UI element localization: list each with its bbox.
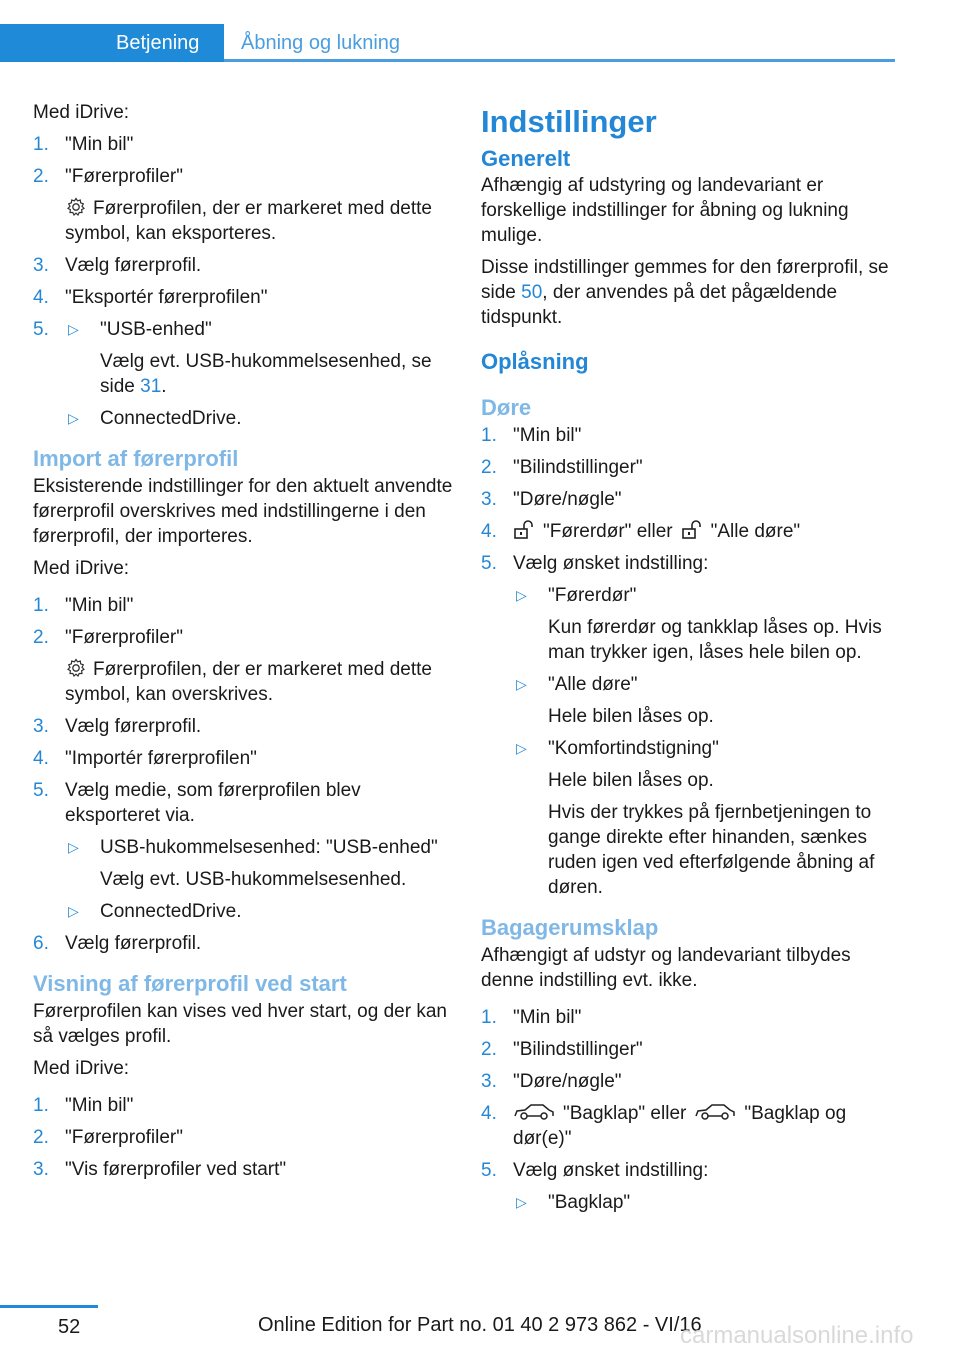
sub-item: ▷ "Komfortindstigning" Hele bilen låses op. Hvis der trykkes på fjernbetjeningen to gange direkte efter hinanden, sænkes ruden igen ved efterfølgende åbning af døren.: [513, 736, 896, 900]
sub-item-note: Hele bilen låses op.: [548, 770, 714, 791]
triangle-right-icon: ▷: [516, 1194, 527, 1210]
doors-steps-list: [481, 423, 896, 900]
list-item-note: Førerprofilen, der er markeret med dette symbol, kan overskrives.: [65, 659, 432, 705]
car-tailgate-icon: [694, 1103, 736, 1121]
tailgate-steps-list: [481, 1005, 896, 1215]
section-tab: Betjening: [0, 24, 224, 62]
page-header: [0, 24, 960, 62]
page-title: Indstillinger: [481, 104, 657, 139]
list-item: 4. "Importér førerprofilen": [33, 748, 257, 769]
triangle-right-icon: ▷: [516, 740, 527, 756]
chapter-tab: Åbning og lukning: [241, 32, 401, 54]
list-item: 4. "Bagklap" eller "Bagklap og dør(e)": [481, 1103, 847, 1149]
list-item: 1. "Min bil": [481, 425, 582, 446]
list-item: 1. "Min bil": [481, 1007, 582, 1028]
list-item: 5. Vælg medie, som førerprofilen blev eksporteret via. ▷ USB-hukommelsesenhed: "USB-enhed" Vælg evt. USB-hukommelsesenhed. ▷ ConnectedDrive.: [33, 778, 457, 924]
list-item: 1. "Min bil": [33, 595, 134, 616]
sub-item: ▷ USB-hukommelsesenhed: "USB-enhed" Vælg evt. USB-hukommelsesenhed.: [65, 835, 457, 892]
sub-item: ▷ "Førerdør" Kun førerdør og tankklap låses op. Hvis man trykker igen, låses hele bilen op.: [513, 583, 896, 665]
edition-text: Online Edition for Part no. 01 40 2 973 862 - VI/16: [258, 1314, 702, 1336]
list-item: 3. "Døre/nøgle": [481, 1071, 622, 1092]
display-steps-list: [33, 1093, 457, 1182]
sub-item: ▷ ConnectedDrive.: [68, 408, 242, 429]
sub-item-note: Vælg evt. USB-hukommelsesenhed, se side 31.: [100, 351, 432, 397]
left-column: [33, 100, 457, 1189]
list-item: 6. Vælg førerprofil.: [33, 933, 202, 954]
triangle-right-icon: ▷: [68, 321, 79, 337]
tailgate-heading: Bagagerumsklap: [481, 915, 659, 940]
list-item: 4. "Førerdør" eller "Alle døre": [481, 521, 801, 542]
page-link[interactable]: 50: [521, 282, 543, 303]
triangle-right-icon: ▷: [68, 903, 79, 919]
triangle-right-icon: ▷: [516, 587, 527, 603]
triangle-right-icon: ▷: [68, 839, 79, 855]
page-number: 52: [58, 1316, 81, 1338]
list-item: 3. Vælg førerprofil.: [33, 716, 202, 737]
general-text: Afhængig af udstyring og landevariant er forskellige indstillinger for åbning og lukning mulige.: [481, 175, 849, 246]
settings-gear-icon: [65, 196, 87, 218]
sub-item-note: Vælg evt. USB-hukommelsesenhed.: [100, 869, 407, 890]
import-steps-list: [33, 593, 457, 956]
general-heading: Generelt: [481, 146, 571, 171]
list-item: 4. "Eksportér førerprofilen": [33, 287, 268, 308]
sub-item-note: Kun førerdør og tankklap låses op. Hvis man trykker igen, låses hele bilen op.: [548, 617, 882, 663]
footer-rule: [0, 1305, 98, 1308]
tailgate-text: Afhængigt af udstyr og landevariant tilbydes denne indstilling evt. ikke.: [481, 945, 851, 991]
display-heading: Visning af førerprofil ved start: [33, 971, 347, 996]
general-text-2: Disse indstillinger gemmes for den førerprofil, se side 50, der anvendes på det pågældende tidspunkt.: [481, 257, 889, 328]
sub-item-note: Hele bilen låses op.: [548, 706, 714, 727]
intro-text: Med iDrive:: [33, 102, 130, 123]
unlock-icon: [681, 520, 703, 540]
unlocking-heading: Oplåsning: [481, 349, 589, 374]
triangle-right-icon: ▷: [516, 676, 527, 692]
list-item: 5. ▷ "USB-enhed" Vælg evt. USB-hukommelsesenhed, se side 31. ▷ ConnectedDrive.: [33, 317, 457, 431]
sub-item-note: Hvis der trykkes på fjernbetjeningen to gange direkte efter hinanden, sænkes ruden igen ved efterfølgende åbning af døren.: [548, 802, 875, 898]
list-item: 2. "Bilindstillinger": [481, 1039, 643, 1060]
doors-heading: Døre: [481, 395, 532, 420]
list-item-note: Førerprofilen, der er markeret med dette symbol, kan eksporteres.: [65, 198, 432, 244]
watermark: carmanualsonline.info: [680, 1322, 914, 1349]
list-item: 1. "Min bil": [33, 134, 134, 155]
list-item: 5. Vælg ønsket indstilling: ▷ "Bagklap": [481, 1158, 896, 1215]
list-item: 3. Vælg førerprofil.: [33, 255, 202, 276]
sub-item: ▷ ConnectedDrive.: [68, 901, 242, 922]
list-item: 2. "Førerprofiler": [33, 1127, 183, 1148]
list-item: 2. "Førerprofiler" Førerprofilen, der er markeret med dette symbol, kan overskrives.: [33, 625, 457, 707]
page-link[interactable]: 31: [140, 376, 162, 397]
triangle-right-icon: ▷: [68, 410, 79, 426]
import-text: Eksisterende indstillinger for den aktuelt anvendte førerprofil overskrives med indstillingerne i den førerprofil, der importeres.: [33, 476, 453, 547]
unlock-icon: [513, 520, 535, 540]
sub-item: ▷ "Alle døre" Hele bilen låses op.: [513, 672, 896, 729]
list-item: 3. "Døre/nøgle": [481, 489, 622, 510]
list-item: 5. Vælg ønsket indstilling: ▷ "Førerdør" Kun førerdør og tankklap låses op. Hvis man trykker igen, låses hele bilen op. ▷ "Alle døre" Hele bilen låses op. ▷ "Komfortindstigning" Hele bilen låses op. Hvis der trykkes på fjernbetjeningen to gange direkte efter hinanden, sænkes ruden igen ved efterfølgende åbning af døren.: [481, 551, 896, 900]
header-rule: [224, 59, 895, 62]
import-heading: Import af førerprofil: [33, 446, 239, 471]
right-column: [481, 100, 896, 1222]
list-item: 3. "Vis førerprofiler ved start": [33, 1159, 287, 1180]
display-intro: Med iDrive:: [33, 1058, 130, 1079]
car-tailgate-icon: [513, 1103, 555, 1121]
import-intro: Med iDrive:: [33, 558, 130, 579]
settings-gear-icon: [65, 657, 87, 679]
sub-item: ▷ "Bagklap": [516, 1192, 631, 1213]
export-steps-list: [33, 132, 457, 431]
list-item: 1. "Min bil": [33, 1095, 134, 1116]
display-text: Førerprofilen kan vises ved hver start, og der kan så vælges profil.: [33, 1001, 447, 1047]
list-item: 2. "Bilindstillinger": [481, 457, 643, 478]
sub-item: ▷ "USB-enhed" Vælg evt. USB-hukommelsesenhed, se side 31.: [65, 317, 457, 399]
list-item: 2. "Førerprofiler" Førerprofilen, der er markeret med dette symbol, kan eksporteres.: [33, 164, 457, 246]
